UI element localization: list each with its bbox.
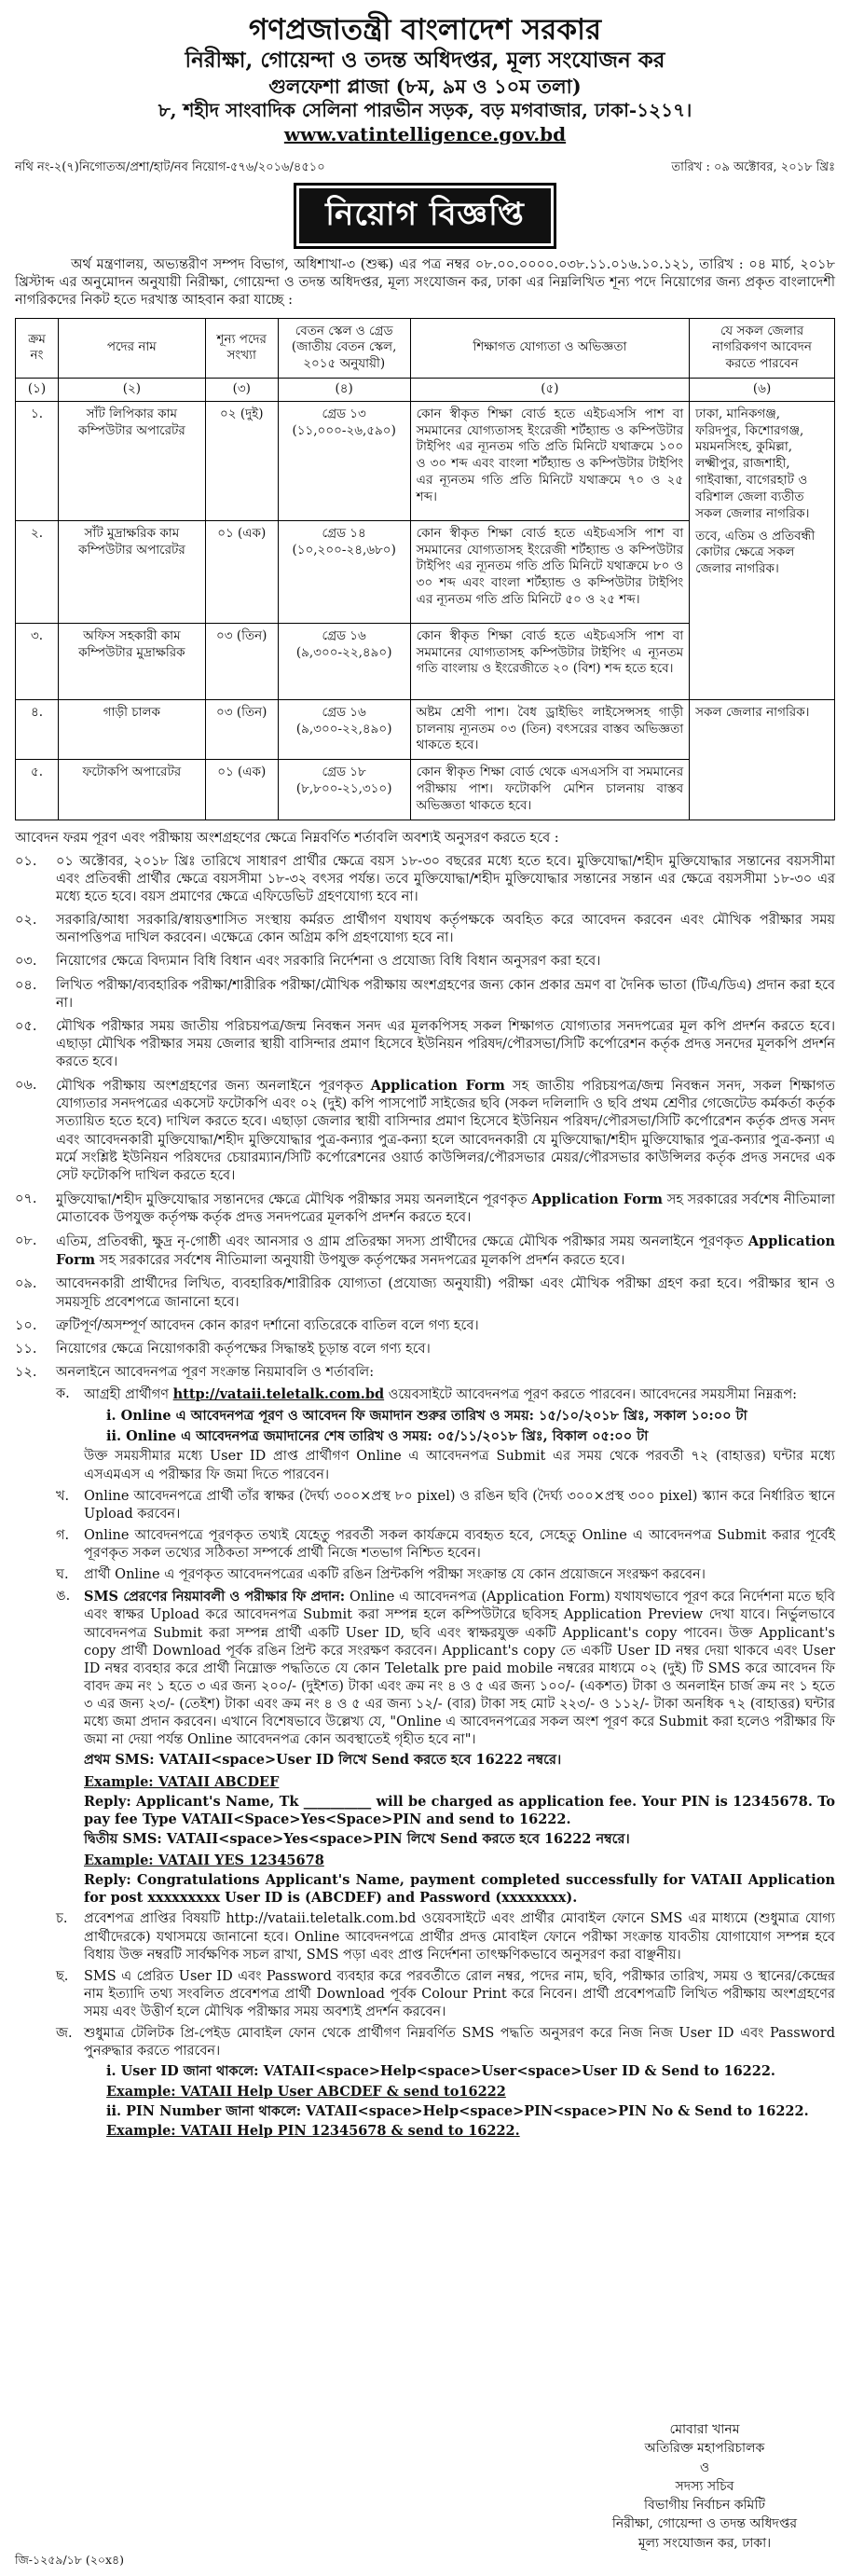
condition-number: ০৮. xyxy=(15,1233,37,1249)
condition-item xyxy=(15,912,835,947)
first-sms-example: Example: VATAII ABCDEF xyxy=(84,1773,280,1790)
rule-body xyxy=(84,2025,835,2140)
second-sms-instruction: দ্বিতীয় SMS: VATAII<space>Yes<space>PIN লিখে Send করতে হবে 16222 নম্বরে। xyxy=(84,1830,630,1847)
scale-cell xyxy=(278,760,410,820)
condition-item xyxy=(15,1275,835,1311)
rule-body xyxy=(84,1385,835,1484)
condition-text: ০১ অক্টোবর, ২০১৮ খ্রিঃ তারিখে সাধারণ প্রার্থীর ক্ষেত্রে বয়স ১৮-৩০ বছরের মধ্যে হতে হবে। মুক্তিযোদ্ধা/শহীদ মুক্তিযোদ্ধার সন্তানের বয়সসীমা এবং প্রতিবন্ধী প্রার্থীর ক্ষেত্রে বয়সসীমা ১৮-৩২ বৎসর পর্যন্ত। তবে মুক্তিযোদ্ধা/শহীদ মুক্তিযোদ্ধার সন্তানের সন্তান এর ক্ষেত্রে বয়সসীমা ১৮-৩০ এর মধ্যে হতে হবে। বয়স প্রমাণের ক্ষেত্রে এফিডেভিট গ্রহণযোগ্য হবে না। xyxy=(56,853,835,905)
second-sms-reply: Reply: Congratulations Applicant's Name, payment completed successfully for VATAII Application for post xxxxxxxxx User ID is (ABCDEF) and Password (xxxxxxxx). xyxy=(84,1872,835,1907)
application-website-link[interactable]: http://vataii.teletalk.com.bd xyxy=(172,1386,385,1403)
application-form-keyword: Application Form xyxy=(370,1078,505,1095)
publication-code: জি-১২৫৯/১৮ (২০x৪) xyxy=(15,2553,125,2567)
notice-title: নিয়োগ বিজ্ঞপ্তি xyxy=(299,188,551,243)
signatory-office: নিরীক্ষা, গোয়েন্দা ও তদন্ত অধিদপ্তর xyxy=(611,2516,798,2532)
condition-item xyxy=(15,1317,835,1335)
scale-text: (১০,২০০-২৪,৬৮০) xyxy=(292,542,396,558)
col-header-scale: বেতন স্কেল ও গ্রেড (জাতীয় বেতন স্কেল, ২০১৫ অনুযায়ী) xyxy=(278,318,410,378)
column-number-row xyxy=(16,379,835,402)
condition-item-online xyxy=(15,1364,835,2140)
qualification-cell: কোন স্বীকৃত শিক্ষা বোর্ড হতে এইচএসসি পাশ বা সমমানের যোগ্যতাসহ ইংরেজী শর্টহ্যান্ড ও কম্পিউটার টাইপিং এর ন্যূনতম গতি প্রতি মিনিটে যথাক্রমে ১০০ ও ৩০ শব্দ এবং বাংলা শর্টহ্যান্ড ও কম্পিউটার টাইপিং এর ন্যূনতম গতি প্রতি মিনিটে যথাক্রমে ৭০ ও ২৫ শব্দ। xyxy=(410,401,690,520)
online-rule-cha xyxy=(56,1910,835,1963)
signatory-designation: অতিরিক্ত মহাপরিচালক xyxy=(644,2441,765,2457)
rule-letter: ঙ. xyxy=(56,1589,71,1605)
serial-cell: ৫. xyxy=(16,760,59,820)
condition-text-part: এতিম, প্রতিবন্ধী, ক্ষুদ্র নৃ-গোষ্ঠী এবং আনসার ও গ্রাম প্রতিরক্ষা সদস্য প্রার্থীদের ক্ষেত্রে মৌখিক পরীক্ষার সময় অনলাইনে পূরণকৃত xyxy=(56,1234,744,1250)
letterhead xyxy=(15,13,835,146)
rule-text: প্রবেশপত্র প্রাপ্তির বিষয়টি http://vataii.teletalk.com.bd ওয়েবসাইটে এবং প্রার্থীর মোবাইল ফোনে SMS এর মাধ্যমে (শুধুমাত্র যোগ্য প্রার্থীদেরকে) যথাসময়ে জানানো হবে। Online আবেদনপত্রে প্রার্থীর প্রদত্ত মোবাইল ফোনে পরীক্ষা সংক্রান্ত যাবতীয় যোগাযোগ সম্পন্ন হবে বিধায় উক্ত নম্বরটি সার্বক্ষণিক সচল রাখা, SMS পড়া এবং প্রাপ্ত নির্দেশনা তাৎক্ষণিকভাবে অনুসরণ করা বাঞ্ছনীয়। xyxy=(84,1911,835,1963)
online-rule-gha xyxy=(56,1566,835,1584)
memo-date: তারিখ : ০৯ অক্টোবর, ২০১৮ খ্রিঃ xyxy=(671,160,835,175)
rule-text: Online এ আবেদনপত্র (Application Form) যথাযথভাবে পূরণ করে নির্দেশনা মতে ছবি এবং স্বাক্ষর Upload করে আবেদনপত্র Submit করা সম্পন্ন হলে কম্পিউটারে ছবিসহ Application Preview দেখা যাবে। নির্ভুলভাবে আবেদনপত্র Submit করা সম্পন্ন প্রার্থী একটি User ID, ছবি এবং স্বাক্ষরযুক্ত একটি Applicant's copy পাবেন। উক্ত Applicant's copy প্রার্থী Download পূর্বক রঙিন প্রিন্ট করে সংরক্ষণ করবেন। Applicant's copy তে একটি User ID নম্বর দেয়া থাকবে এবং User ID নম্বর ব্যবহার করে প্রার্থী নিম্নোক্ত পদ্ধতিতে যে কোন Teletalk pre paid mobile নম্বরের মাধ্যমে ০২ (দুই) টি SMS করে আবেদন ফি বাবদ ক্রম নং ১ হতে ৩ এর জন্য ২০০/- (দুইশত) টাকা এবং ক্রম নং ৪ ও ৫ এর জন্য ১০০/- (একশত) টাকা ও অনলাইন চার্জ ক্রম নং ১ হতে ৩ এর জন্য ২৩/- (তেইশ) টাকা এবং ক্রম নং ৪ ও ৫ এর জন্য ১২/- (বার) টাকা সহ মোট ২২৩/- ও ১১২/- টাকা অনধিক ৭২ (বাহাত্তর) ঘন্টার মধ্যে জমা প্রদান করবেন। এখানে বিশেষভাবে উল্লেখ্য যে, "Online এ আবেদনপত্রের সকল অংশ পূরণ করে Submit করা হলেও পরীক্ষার ফি জমা না দেয়া পর্যন্ত Online আবেদনপত্র কোন অবস্থাতেই গৃহীত হবে না"। xyxy=(84,1590,836,1748)
condition-text-part: মৌখিক পরীক্ষায় অংশগ্রহণের জন্য অনলাইনে পূরণকৃত xyxy=(56,1079,363,1095)
scale-cell xyxy=(278,520,410,623)
condition-number: ০২. xyxy=(15,913,37,929)
condition-item xyxy=(15,953,835,971)
districts-text: ঢাকা, মানিকগঞ্জ, ফরিদপুর, কিশোরগঞ্জ, ময়মনসিংহ, কুমিল্লা, লক্ষ্মীপুর, রাজশাহী, গাইবান্ধা, বাগেরহাট ও বরিশাল জেলা ব্যতীত সকল জেলার নাগরিক। xyxy=(695,406,810,521)
online-rule-uma xyxy=(56,1588,835,1907)
qualification-cell: কোন স্বীকৃত শিক্ষা বোর্ড হতে এইচএসসি পাশ বা সমমানের যোগ্যতাসহ ইংরেজী শর্টহ্যান্ড ও কম্পিউটার টাইপিং এর ন্যূনতম গতি প্রতি মিনিটে যথাক্রমে ৮০ ও ৩০ শব্দ এবং বাংলা শর্টহ্যান্ড ও কম্পিউটার টাইপিং এর ন্যূনতম গতি প্রতি মিনিটে ৫০ ও ২৫ শব্দ। xyxy=(410,520,690,623)
condition-item xyxy=(15,1233,835,1270)
application-end-date: ii. Online এ আবেদনপত্র জমাদানের শেষ তারিখ ও সময়: ০৫/১১/২০১৮ খ্রিঃ, বিকাল ০৫:০০ টা xyxy=(106,1428,649,1445)
serial-cell: ১. xyxy=(16,401,59,520)
online-rule-kha xyxy=(56,1488,835,1523)
conditions-heading: আবেদন ফরম পূরণ এবং পরীক্ষায় অংশগ্রহণের ক্ষেত্রে নিম্নবর্ণিত শর্তাবলি অবশ্যই অনুসরণ করতে হবে : xyxy=(15,830,559,846)
building-name: গুলফেশা প্লাজা (৮ম, ৯ম ও ১০ম তলা) xyxy=(268,74,582,98)
rule-text: উক্ত সময়সীমার মধ্যে User ID প্রাপ্ত প্রার্থীগণ Online এ আবেদনপত্র Submit এর সময় থেকে পরবর্তী ৭২ (বাহাত্তর) ঘন্টার মধ্যে এসএমএস এ পরীক্ষার ফি জমা দিতে পারবেন। xyxy=(84,1449,835,1482)
pin-recovery-example: Example: VATAII Help PIN 12345678 & send to 16222. xyxy=(106,2122,520,2139)
condition-text: লিখিত পরীক্ষা/ব্যবহারিক পরীক্ষা/শারীরিক পরীক্ষা/মৌখিক পরীক্ষায় অংশগ্রহণের জন্য কোন প্রকার ভ্রমণ বা দৈনিক ভাতা (টিএ/ডিএ) প্রদান করা হবে না। xyxy=(56,977,835,1011)
application-form-keyword: Application Form xyxy=(531,1191,663,1207)
user-id-recovery-example: Example: VATAII Help User ABCDEF & send to16222 xyxy=(106,2083,506,2100)
rule-text: ওয়েবসাইটে আবেদনপত্র পূরণ করতে পারবেন। আবেদনের সময়সীমা নিম্নরূপ: xyxy=(388,1387,798,1403)
condition-text-part: সহ সরকারের সর্বশেষ নীতিমালা অনুযায়ী উপযুক্ত কর্তৃপক্ষের সনদপত্রের মূলকপি প্রদর্শন করতে হবে। xyxy=(99,1253,625,1269)
signatory-designation: বিভাগীয় নির্বাচন কমিটি xyxy=(644,2498,765,2514)
serial-cell: ৪. xyxy=(16,699,59,759)
grade-text: গ্রেড ১৬ xyxy=(322,704,366,720)
first-sms-reply: Reply: Applicant's Name, Tk __________ will be charged as application fee. Your PIN is 12345678. To pay fee Type VATAII<Space>Yes<Space>PIN and send to 16222. xyxy=(84,1793,835,1827)
memo-number: নথি নং-২(৭)নিগোতঅ/প্রশা/হাট/নব নিয়োগ-৫৭৬/২০১৬/৪৫১০ xyxy=(15,160,325,175)
condition-number: ১০. xyxy=(15,1317,37,1333)
title-banner xyxy=(294,183,556,249)
col-number: (৪) xyxy=(278,379,410,402)
signatory-designation: সদস্য সচিব xyxy=(675,2478,734,2494)
condition-number: ১২. xyxy=(15,1364,37,1380)
signatory-designation: ও xyxy=(699,2459,710,2475)
table-header-row xyxy=(16,318,835,378)
col-number: (৬) xyxy=(690,379,835,402)
col-header-qualification: শিক্ষাগত যোগ্যতা ও অভিজ্ঞতা xyxy=(410,318,690,378)
rule-text: Online আবেদনপত্রে প্রার্থী তাঁর স্বাক্ষর (দৈর্ঘ্য ৩০০×প্রস্থ ৮০ pixel) ও রঙিন ছবি (দৈর্ঘ্য ৩০০×প্রস্থ ৩০০ pixel) স্ক্যান করে নির্ধারিত স্থানে Upload করবেন। xyxy=(84,1488,835,1522)
col-number: (১) xyxy=(16,379,59,402)
condition-text: নিয়োগের ক্ষেত্রে বিদ্যমান বিধি বিধান এবং সরকারি নির্দেশনা ও প্রযোজ্য বিধি বিধান অনুসরণ করা হবে। xyxy=(56,954,601,970)
scale-text: (১১,০০০-২৬,৫৯০) xyxy=(292,422,396,438)
condition-text: নিয়োগের ক্ষেত্রে নিয়োগকারী কর্তৃপক্ষের সিদ্ধান্তই চূড়ান্ত বলে গণ্য হবে। xyxy=(56,1341,431,1357)
second-sms-example: Example: VATAII YES 12345678 xyxy=(84,1853,324,1869)
qualification-cell: কোন স্বীকৃত শিক্ষা বোর্ড থেকে এসএসসি বা সমমানের পরীক্ষায় পাশ। ফটোকপি মেশিন চালনায় বাস্তব অভিজ্ঞতা থাকতে হবে। xyxy=(410,760,690,820)
grade-text: গ্রেড ১৬ xyxy=(322,627,366,643)
districts-cell: সকল জেলার নাগরিক। xyxy=(690,699,835,820)
rule-text: আগ্রহী প্রার্থীগণ xyxy=(84,1387,169,1403)
office-name: নিরীক্ষা, গোয়েন্দা ও তদন্ত অধিদপ্তর, মূল্য সংযোজন কর xyxy=(185,48,665,74)
rule-letter: ছ. xyxy=(56,1968,69,1984)
scale-text: (৯,৩০০-২২,৪৯০) xyxy=(295,644,392,660)
intro-paragraph: অর্থ মন্ত্রণালয়, অভ্যন্তরীণ সম্পদ বিভাগ, অধিশাখা-৩ (শুল্ক) এর পত্র নম্বর ০৮.০০.০০০০.০৩৮.১১.০১৬.১০.১২১, তারিখ : ০৪ মার্চ, ২০১৮ খ্রিস্টাব্দ এর অনুমোদন অনুযায়ী নিরীক্ষা, গোয়েন্দা ও তদন্ত অধিদপ্তর, মূল্য সংযোজন কর, ঢাকা এর নিম্নলিখিত শূন্য পদে নিয়োগের জন্য প্রকৃত বাংলাদেশী নাগরিকদের নিকট হতে দরখাস্ত আহবান করা যাচ্ছে : xyxy=(15,257,835,309)
signatory-office: মূল্য সংযোজন কর, ঢাকা। xyxy=(638,2535,772,2551)
scale-text: (৯,৩০০-২২,৪৯০) xyxy=(295,721,392,737)
rule-letter: ক. xyxy=(56,1386,70,1402)
col-header-post: পদের নাম xyxy=(58,318,205,378)
website-link[interactable]: www.vatintelligence.gov.bd xyxy=(283,123,567,146)
rule-letter: ঘ. xyxy=(56,1567,69,1583)
col-header-vacancy: শূন্য পদের সংখ্যা xyxy=(205,318,278,378)
government-title: গণপ্রজাতন্ত্রী বাংলাদেশ সরকার xyxy=(248,13,602,47)
online-rule-ja xyxy=(56,2025,835,2140)
online-rule-chha xyxy=(56,1968,835,2021)
rule-letter: জ. xyxy=(56,2026,73,2042)
online-rule-ga xyxy=(56,1527,835,1563)
condition-text-part: মুক্তিযোদ্ধা/শহীদ মুক্তিযোদ্ধার সন্তানদের ক্ষেত্রে মৌখিক পরীক্ষার সময় অনলাইনে পূরণকৃত xyxy=(56,1192,528,1207)
sms-rules-heading: SMS প্রেরণের নিয়মাবলী ও পরীক্ষার ফি প্রদান: xyxy=(84,1589,346,1605)
post-name-cell: সাঁট মুদ্রাক্ষরিক কাম কম্পিউটার অপারেটর xyxy=(58,520,205,623)
user-id-recovery-sms: i. User ID জানা থাকলে: VATAII<space>Help<space>User<space>User ID & Send to 16222. xyxy=(106,2063,775,2080)
condition-number: ০১. xyxy=(15,853,37,869)
vacancy-cell: ০৩ (তিন) xyxy=(205,623,278,699)
table-row xyxy=(16,699,835,759)
qualification-cell: অষ্টম শ্রেণী পাশ। বৈধ ড্রাইভিং লাইসেন্সসহ গাড়ী চালনায় ন্যূনতম ০৩ (তিন) বৎসরের বাস্তব অভিজ্ঞতা থাকতে হবে। xyxy=(410,699,690,759)
condition-text: সরকারি/আধা সরকারি/স্বায়ত্তশাসিত সংস্থায় কর্মরত প্রার্থীগণ যথাযথ কর্তৃপক্ষকে অবহিত করে আবেদন করবেন এবং মৌখিক পরীক্ষার সময় অনাপত্তিপত্র দাখিল করবেন। এক্ষেত্রে কোন অগ্রিম কপি গ্রহণযোগ্য হবে না। xyxy=(56,913,835,946)
vacancy-cell: ০১ (এক) xyxy=(205,520,278,623)
grade-text: গ্রেড ১৮ xyxy=(322,765,366,780)
condition-number: ০৭. xyxy=(15,1191,37,1206)
application-start-date: i. Online এ আবেদনপত্র পূরণ ও আবেদন ফি জমাদান শুরুর তারিখ ও সময়: ১৫/১০/২০১৮ খ্রিঃ, সকাল ১০:০০ টা xyxy=(106,1408,747,1425)
signatory-name: মোবারা খানম xyxy=(669,2422,740,2437)
rule-body xyxy=(84,1588,835,1907)
online-rule-ka xyxy=(56,1385,835,1484)
serial-cell: ৩. xyxy=(16,623,59,699)
pin-recovery-sms: ii. PIN Number জানা থাকলে: VATAII<space>Help<space>PIN<space>PIN No & Send to 16222. xyxy=(106,2102,809,2119)
condition-text: ত্রুটিপূর্ণ/অসম্পূর্ণ আবেদন কোন কারণ দর্শানো ব্যতিরেকে বাতিল বলে গণ্য হবে। xyxy=(56,1317,479,1333)
condition-number: ০৩. xyxy=(15,954,37,970)
memo-line xyxy=(15,159,835,175)
post-name-cell: অফিস সহকারী কাম কম্পিউটার মুদ্রাক্ষরিক xyxy=(58,623,205,699)
condition-number: ০৪. xyxy=(15,977,37,993)
col-number: (৫) xyxy=(410,379,690,402)
condition-number: ০৫. xyxy=(15,1018,37,1034)
condition-number: ০৯. xyxy=(15,1276,37,1292)
col-number: (৩) xyxy=(205,379,278,402)
condition-item xyxy=(15,1341,835,1358)
condition-text-part: সহ সরকারের সর্বশেষ নীতিমালা মোতাবেক উপযুক্ত কর্তৃপক্ষ কর্তৃক প্রদত্ত সনদপত্রের মূলকপি প্রদর্শন করতে হবে। xyxy=(56,1192,836,1226)
vacancy-cell: ০৩ (তিন) xyxy=(205,699,278,759)
post-name-cell: সাঁট লিপিকার কাম কম্পিউটার অপারেটর xyxy=(58,401,205,520)
rule-letter: খ. xyxy=(56,1488,70,1504)
grade-text: গ্রেড ১৩ xyxy=(322,406,366,421)
condition-item xyxy=(15,1191,835,1227)
condition-item xyxy=(15,977,835,1012)
rule-letter: চ. xyxy=(56,1911,68,1927)
condition-text: মৌখিক পরীক্ষার সময় জাতীয় পরিচয়পত্র/জন্ম নিবন্ধন সনদ এর মূলকপিসহ সকল শিক্ষাগত যোগ্যতার সনদপত্রের মূল কপি প্রদর্শন করতে হবে। এছাড়া মৌখিক পরীক্ষার সময় জেলার স্থায়ী বাসিন্দার প্রমাণ হিসেবে ইউনিয়ন পরিষদ/পৌরসভা/সিটি কর্পোরেশন কর্তৃক প্রদত্ত সনদের মূলকপি প্রদর্শন করতে হবে। xyxy=(56,1018,835,1070)
col-number: (২) xyxy=(58,379,205,402)
col-header-serial: ক্রম নং xyxy=(16,318,59,378)
post-name-cell: গাড়ী চালক xyxy=(58,699,205,759)
rule-text: Online আবেদনপত্রে পূরণকৃত তথ্যই যেহেতু পরবর্তী সকল কার্যক্রমে ব্যবহৃত হবে, সেহেতু Online এ আবেদনপত্র Submit করার পূর্বেই পূরণকৃত সকল তথ্যের সঠিকতা সম্পর্কে প্রার্থী নিজে শতভাগ নিশ্চিত হবেন। xyxy=(84,1527,835,1562)
condition-item xyxy=(15,1077,835,1185)
serial-cell: ২. xyxy=(16,520,59,623)
scale-text: (৮,৮০০-২১,৩১০) xyxy=(295,781,392,797)
application-form-keyword: Application Form xyxy=(56,1233,836,1269)
rule-text: প্রার্থী Online এ পূরণকৃত আবেদনপত্রের একটি রঙিন প্রিন্টকপি পরীক্ষা সংক্রান্ত যে কোন প্রয়োজনে সংরক্ষণ করবেন। xyxy=(84,1567,706,1583)
districts-cell xyxy=(690,401,835,699)
condition-item xyxy=(15,853,835,906)
table-row xyxy=(16,401,835,520)
online-rules xyxy=(56,1364,835,2140)
condition-text: আবেদনকারী প্রার্থীদের লিখিত, ব্যবহারিক/শারীরিক যোগ্যতা (প্রযোজ্য অনুযায়ী) পরীক্ষা এবং মৌখিক পরীক্ষা গ্রহণ করা হবে। পরীক্ষার স্থান ও সময়সূচি প্রবেশপত্রে জানানো হবে। xyxy=(56,1276,835,1310)
vacancy-cell: ০১ (এক) xyxy=(205,760,278,820)
condition-text xyxy=(56,1233,835,1270)
posts-table xyxy=(15,318,835,820)
online-rules-heading: অনলাইনে আবেদনপত্র পূরণ সংক্রান্ত নিয়মাবলি ও শর্তাবলি: xyxy=(56,1364,375,1380)
scale-cell xyxy=(278,699,410,759)
first-sms-instruction: প্রথম SMS: VATAII<space>User ID লিখে Send করতে হবে 16222 নম্বরে। xyxy=(84,1752,562,1769)
rule-text: SMS এ প্রেরিত User ID এবং Password ব্যবহার করে পরবর্তীতে রোল নম্বর, পদের নাম, ছবি, পরীক্ষার তারিখ, সময় ও স্থানের/কেন্দ্রের নাম ইত্যাদি তথ্য সংবলিত প্রবেশপত্র প্রার্থী Download পূর্বক Colour Print করে নিবেন। প্রার্থী প্রবেশপত্রটি লিখিত পরীক্ষায় অংশগ্রহণের সময় এবং উত্তীর্ণ হলে মৌখিক পরীক্ষার সময় অবশ্যই প্রদর্শন করবেন। xyxy=(84,1968,835,2020)
condition-text xyxy=(56,1077,835,1185)
condition-number: ১১. xyxy=(15,1341,37,1357)
condition-number: ০৬. xyxy=(15,1078,37,1094)
rule-letter: গ. xyxy=(56,1527,70,1543)
scale-cell xyxy=(278,623,410,699)
rule-text: শুধুমাত্র টেলিটক প্রি-পেইড মোবাইল ফোন থেকে প্রার্থীগণ নিম্নবর্ণিত SMS পদ্ধতি অনুসরণ করে নিজ নিজ User ID এবং Password পুনরুদ্ধার করতে পারবেন। xyxy=(84,2026,835,2059)
scale-cell xyxy=(278,401,410,520)
office-address: ৮, শহীদ সাংবাদিক সেলিনা পারভীন সড়ক, বড় মগবাজার, ঢাকা-১২১৭। xyxy=(158,99,692,122)
vacancy-cell: ০২ (দুই) xyxy=(205,401,278,520)
districts-exception-text: তবে, এতিম ও প্রতিবন্ধী কোটার ক্ষেত্রে সকল জেলার নাগরিক। xyxy=(695,528,816,577)
condition-item xyxy=(15,1018,835,1071)
grade-text: গ্রেড ১৪ xyxy=(322,525,366,541)
post-name-cell: ফটোকপি অপারেটর xyxy=(58,760,205,820)
signature-block xyxy=(593,2420,816,2553)
condition-text xyxy=(56,1191,835,1227)
col-header-districts: যে সকল জেলার নাগরিকগণ আবেদন করতে পারবেন xyxy=(690,318,835,378)
condition-text-part: সহ জাতীয় পরিচয়পত্র/জন্ম নিবন্ধন সনদ, সকল শিক্ষাগত যোগ্যতার সনদপত্রের একসেট ফটোকপি এবং ০২ (দুই) কপি পাসপোর্ট সাইজের ছবি (সকল দলিলাদি ও ছবি প্রথম শ্রেণীর গেজেটেড কর্মকর্তা কর্তৃক সত্যায়িত হতে হবে) দাখিল করতে হবে। এছাড়া জেলার স্থায়ী বাসিন্দার প্রমাণ হিসেবে ইউনিয়ন পরিষদ/পৌরসভা/সিটি কর্পোরেশন কর্তৃক প্রদত্ত সনদ এবং আবেদনকারী মুক্তিযোদ্ধা/শহীদ মুক্তিযোদ্ধার পুত্র-কন্যার পুত্র-কন্যা হলে আবেদনকারী যে মুক্তিযোদ্ধা/শহীদ মুক্তিযোদ্ধার পুত্র-কন্যার পুত্র-কন্যা এ মর্মে সংশ্লিষ্ট ইউনিয়ন পরিষদের চেয়ারম্যান/সিটি কর্পোরেশনের ওয়ার্ড কাউন্সিলর/পৌরসভার মেয়র/পৌরসভার কাউন্সিলর কর্তৃক প্রদত্ত সনদের এক সেট ফটোকপি দাখিল করতে হবে। xyxy=(56,1079,835,1183)
qualification-cell: কোন স্বীকৃত শিক্ষা বোর্ড হতে এইচএসসি পাশ বা সমমানের যোগ্যতাসহ কম্পিউটার টাইপিং এ ন্যূনতম গতি বাংলায় ও ইংরেজীতে ২০ (বিশ) শব্দ হতে হবে। xyxy=(410,623,690,699)
